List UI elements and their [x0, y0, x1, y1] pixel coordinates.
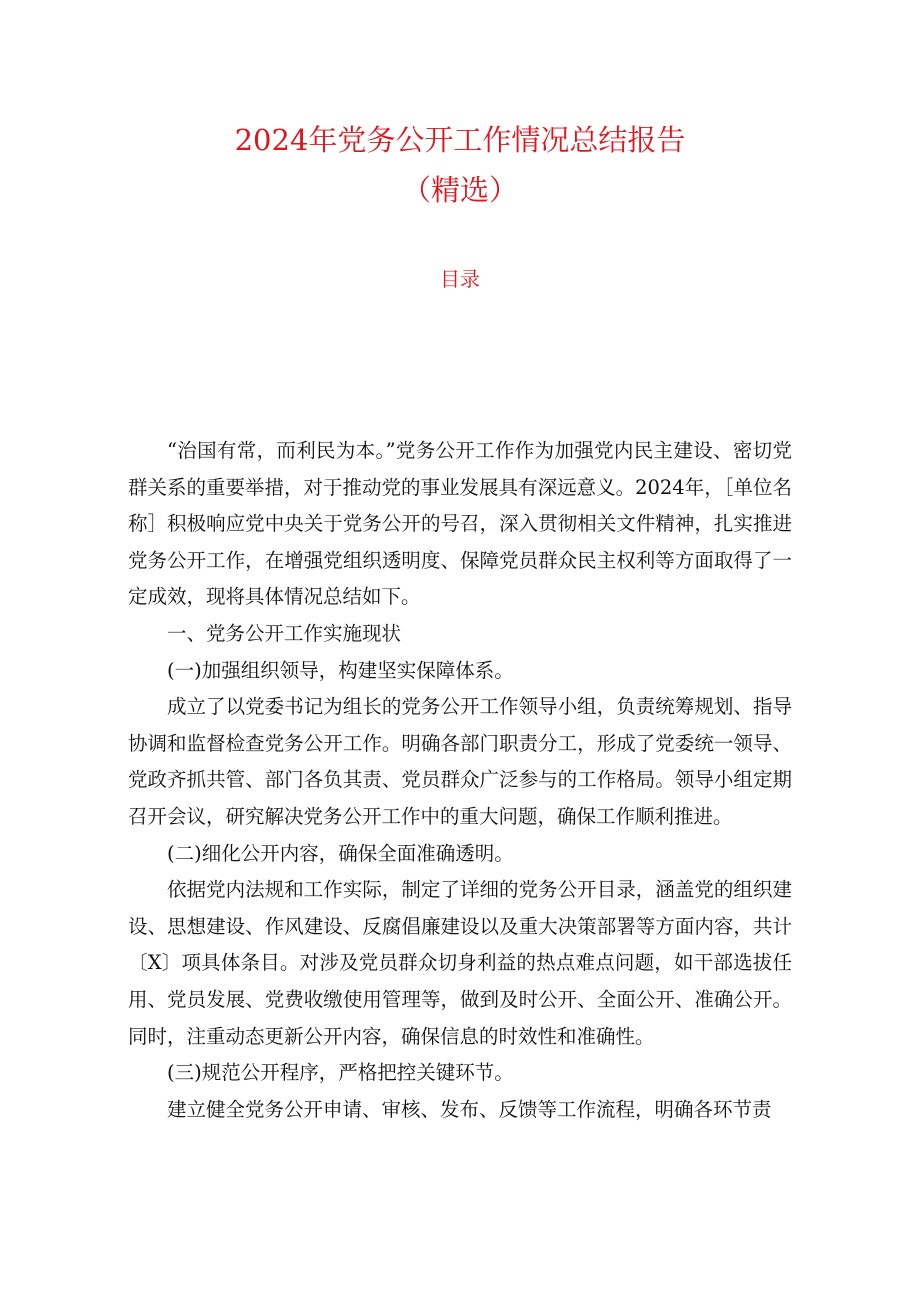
document-subtitle: （精选）	[401, 173, 518, 207]
intro-paragraph: “治国有常，而利民为本。”党务公开工作作为加强党内民主建设、密切党群关系的重要举措，对于推动党的事业发展具有深远意义。2024年，［单位名称］积极响应党中央关于党务公开的号召，深入贯彻相关文件精神，扎实推进党务公开工作，在增强党组织透明度、保障党员群众民主权利等方面取得了一定成效，现将具体情况总结如下。	[128, 439, 792, 609]
subsection-heading-3: (三)规范公开程序，严格把控关键环节。	[167, 1061, 514, 1085]
paragraph-2: 依据党内法规和工作实际，制定了详细的党务公开目录，涵盖党的组织建设、思想建设、作风建设、反腐倡廉建设以及重大决策部署等方面内容，共计〔X〕项具体条目。对涉及党员群众切身利益的热点难点问题，如干部选拔任用、党员发展、党费收缴使用管理等，做到及时公开、全面公开、准确公开。同时，注重动态更新公开内容，确保信息的时效性和准确性。	[128, 878, 792, 1048]
paragraph-3: 建立健全党务公开申请、审核、发布、反馈等工作流程，明确各环节责	[167, 1097, 772, 1121]
section-heading: 一、党务公开工作实施现状	[167, 621, 402, 645]
subsection-heading-2: (二)细化公开内容，确保全面准确透明。	[167, 841, 514, 865]
document-title: 2024年党务公开工作情况总结报告	[234, 123, 686, 157]
toc-heading: 目录	[440, 267, 480, 291]
subsection-heading-1: (一)加强组织领导，构建坚实保障体系。	[167, 658, 514, 682]
document-body	[128, 433, 792, 1128]
paragraph-1: 成立了以党委书记为组长的党务公开工作领导小组，负责统筹规划、指导协调和监督检查党务公开工作。明确各部门职责分工，形成了党委统一领导、党政齐抓共管、部门各负其责、党员群众广泛参与的工作格局。领导小组定期召开会议，研究解决党务公开工作中的重大问题，确保工作顺利推进。	[128, 695, 792, 828]
